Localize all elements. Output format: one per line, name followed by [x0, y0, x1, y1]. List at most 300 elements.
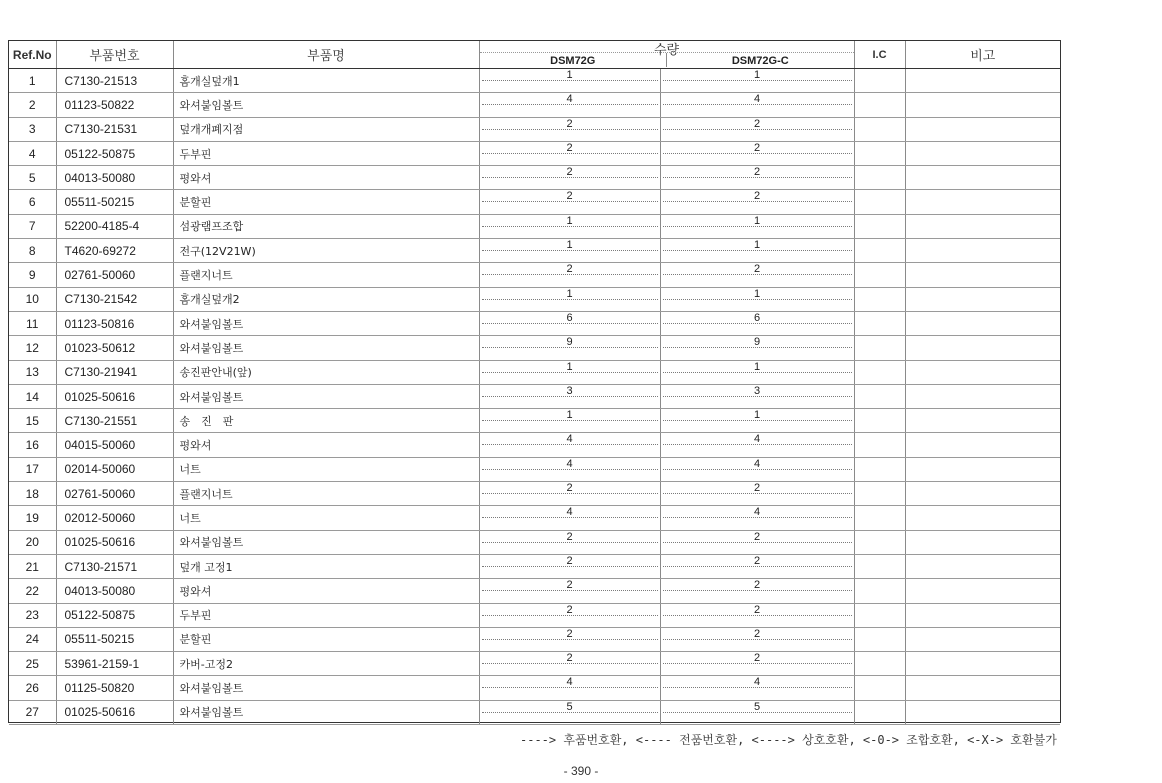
table-row — [9, 482, 1060, 506]
table-row — [9, 627, 1060, 651]
quantity-value: 1 — [753, 239, 761, 252]
quantity-value: 2 — [566, 530, 573, 543]
qty-dsm72g-c-cell — [660, 676, 854, 700]
quantity-value: 1 — [753, 287, 761, 300]
part-name-cell: 평와셔 — [173, 433, 479, 457]
remarks-cell — [905, 69, 1060, 93]
part-number-cell: 04015-50060 — [56, 433, 173, 457]
quantity-value: 1 — [753, 409, 761, 422]
part-name-cell: 홈개실덮개2 — [173, 287, 479, 311]
part-name-cell: 분할핀 — [173, 190, 479, 214]
ic-cell — [854, 652, 905, 676]
qty-dsm72g-c-cell — [660, 69, 854, 93]
quantity-value: 2 — [566, 579, 573, 592]
part-name-cell: 홈개실덮개1 — [173, 69, 479, 93]
table-row — [9, 603, 1060, 627]
dotted-guide-line — [482, 153, 658, 154]
remarks-cell — [905, 433, 1060, 457]
ref-no-cell: 17 — [9, 457, 56, 481]
quantity-value: 2 — [753, 554, 761, 567]
ref-no-cell: 15 — [9, 409, 56, 433]
part-number-cell: 02761-50060 — [56, 263, 173, 287]
dotted-guide-line — [482, 493, 658, 494]
dotted-guide-line — [482, 129, 658, 130]
remarks-cell — [905, 166, 1060, 190]
table-row — [9, 141, 1060, 165]
part-number-cell: C7130-21941 — [56, 360, 173, 384]
table-row — [9, 409, 1060, 433]
part-name-cell: 두부핀 — [173, 603, 479, 627]
qty-dsm72g-cell — [479, 482, 660, 506]
qty-dsm72g-c-cell — [660, 530, 854, 554]
header-quantity-label: 수량 — [653, 43, 680, 58]
header-part-number: 부품번호 — [56, 41, 173, 69]
qty-dsm72g-cell — [479, 117, 660, 141]
ic-cell — [854, 482, 905, 506]
quantity-value: 2 — [566, 627, 573, 640]
quantity-value: 4 — [753, 433, 761, 446]
table-row — [9, 93, 1060, 117]
quantity-value: 2 — [566, 166, 573, 179]
dotted-guide-line — [482, 201, 658, 202]
remarks-cell — [905, 627, 1060, 651]
dotted-guide-line — [482, 274, 658, 275]
quantity-value: 2 — [753, 579, 761, 592]
qty-dsm72g-cell — [479, 603, 660, 627]
table-row — [9, 190, 1060, 214]
header-quantity — [479, 41, 854, 69]
remarks-cell — [905, 117, 1060, 141]
quantity-value: 4 — [566, 433, 573, 446]
remarks-cell — [905, 506, 1060, 530]
qty-dsm72g-cell — [479, 311, 660, 335]
quantity-value: 4 — [566, 506, 573, 519]
quantity-value: 1 — [566, 409, 573, 422]
table-row — [9, 652, 1060, 676]
quantity-value: 2 — [566, 263, 573, 276]
dotted-guide-line — [663, 590, 852, 591]
part-number-cell: 02012-50060 — [56, 506, 173, 530]
dotted-guide-line — [663, 129, 852, 130]
part-number-cell: 02014-50060 — [56, 457, 173, 481]
remarks-cell — [905, 482, 1060, 506]
remarks-cell — [905, 190, 1060, 214]
qty-dsm72g-c-cell — [660, 482, 854, 506]
table-row — [9, 263, 1060, 287]
dotted-guide-line — [663, 420, 852, 421]
dotted-guide-line — [482, 347, 658, 348]
qty-dsm72g-c-cell — [660, 311, 854, 335]
qty-dsm72g-cell — [479, 93, 660, 117]
table-row — [9, 554, 1060, 578]
table-row — [9, 506, 1060, 530]
part-number-cell: 05511-50215 — [56, 627, 173, 651]
ref-no-cell: 19 — [9, 506, 56, 530]
dotted-guide-line — [482, 226, 658, 227]
quantity-value: 2 — [753, 141, 761, 154]
part-number-cell: 01025-50616 — [56, 384, 173, 408]
dotted-guide-line — [482, 80, 658, 81]
part-name-cell: 와셔붙임볼트 — [173, 384, 479, 408]
part-name-cell: 와셔붙임볼트 — [173, 676, 479, 700]
dotted-guide-line — [663, 104, 852, 105]
remarks-cell — [905, 457, 1060, 481]
qty-dsm72g-c-cell — [660, 190, 854, 214]
table-row — [9, 214, 1060, 238]
dotted-guide-line — [482, 104, 658, 105]
ic-cell — [854, 69, 905, 93]
quantity-value: 4 — [566, 676, 573, 689]
part-number-cell: 01125-50820 — [56, 676, 173, 700]
ic-cell — [854, 239, 905, 263]
header-model-dsm72g: DSM72G — [550, 55, 596, 67]
quantity-value: 2 — [753, 117, 761, 130]
ic-cell — [854, 554, 905, 578]
quantity-value: 3 — [566, 384, 573, 397]
part-number-cell: 05122-50875 — [56, 141, 173, 165]
qty-dsm72g-cell — [479, 287, 660, 311]
remarks-cell — [905, 360, 1060, 384]
table-row — [9, 579, 1060, 603]
table-row — [9, 360, 1060, 384]
dotted-guide-line — [482, 566, 658, 567]
qty-dsm72g-c-cell — [660, 627, 854, 651]
quantity-value: 5 — [753, 700, 761, 713]
part-number-cell: 53961-2159-1 — [56, 652, 173, 676]
qty-dsm72g-c-cell — [660, 93, 854, 117]
quantity-value: 1 — [566, 287, 573, 300]
ref-no-cell: 20 — [9, 530, 56, 554]
part-name-cell: 송진판안내(앞) — [173, 360, 479, 384]
part-number-cell: C7130-21551 — [56, 409, 173, 433]
header-part-name: 부품명 — [173, 41, 479, 69]
table-row — [9, 117, 1060, 141]
part-name-cell: 플랜지너트 — [173, 263, 479, 287]
header-ic: I.C — [854, 41, 905, 69]
ic-cell — [854, 336, 905, 360]
part-number-cell: 02761-50060 — [56, 482, 173, 506]
ref-no-cell: 1 — [9, 69, 56, 93]
remarks-cell — [905, 554, 1060, 578]
quantity-value: 2 — [566, 652, 573, 665]
qty-dsm72g-cell — [479, 69, 660, 93]
qty-dsm72g-cell — [479, 506, 660, 530]
dotted-guide-line — [663, 663, 852, 664]
header-ref-no: Ref.No — [9, 41, 56, 69]
header-remarks: 비고 — [905, 41, 1060, 69]
dotted-guide-line — [663, 712, 852, 713]
part-number-cell: 05122-50875 — [56, 603, 173, 627]
quantity-value: 2 — [566, 482, 573, 495]
ref-no-cell: 2 — [9, 93, 56, 117]
quantity-value: 2 — [753, 482, 761, 495]
part-number-cell: C7130-21531 — [56, 117, 173, 141]
dotted-guide-line — [663, 372, 852, 373]
header-quantity-models — [480, 52, 854, 67]
remarks-cell — [905, 384, 1060, 408]
qty-dsm72g-c-cell — [660, 239, 854, 263]
quantity-value: 2 — [753, 190, 761, 203]
part-number-cell: 01023-50612 — [56, 336, 173, 360]
part-number-cell: T4620-69272 — [56, 239, 173, 263]
quantity-value: 2 — [566, 141, 573, 154]
quantity-value: 2 — [566, 190, 573, 203]
dotted-guide-line — [482, 517, 658, 518]
quantity-value: 2 — [566, 603, 573, 616]
qty-dsm72g-cell — [479, 433, 660, 457]
dotted-guide-line — [482, 250, 658, 251]
qty-dsm72g-cell — [479, 141, 660, 165]
table-row — [9, 384, 1060, 408]
remarks-cell — [905, 603, 1060, 627]
part-number-cell: C7130-21513 — [56, 69, 173, 93]
ic-cell — [854, 117, 905, 141]
remarks-cell — [905, 263, 1060, 287]
dotted-guide-line — [663, 517, 852, 518]
dotted-guide-line — [663, 542, 852, 543]
table-row — [9, 433, 1060, 457]
dotted-guide-line — [482, 590, 658, 591]
quantity-value: 1 — [753, 214, 761, 227]
part-name-cell: 분할핀 — [173, 627, 479, 651]
part-name-cell: 전구(12V21W) — [173, 239, 479, 263]
remarks-cell — [905, 311, 1060, 335]
table-row — [9, 457, 1060, 481]
ic-cell — [854, 433, 905, 457]
ic-cell — [854, 214, 905, 238]
qty-dsm72g-c-cell — [660, 603, 854, 627]
header-model-dsm72g-c: DSM72G-C — [666, 53, 854, 67]
ref-no-cell: 14 — [9, 384, 56, 408]
dotted-guide-line — [663, 615, 852, 616]
qty-dsm72g-cell — [479, 409, 660, 433]
dotted-guide-line — [663, 347, 852, 348]
ic-cell — [854, 457, 905, 481]
quantity-value: 2 — [753, 530, 761, 543]
table-row — [9, 311, 1060, 335]
quantity-value: 6 — [753, 311, 761, 324]
quantity-value: 1 — [566, 360, 573, 373]
table-header-row — [9, 41, 1060, 69]
ic-cell — [854, 93, 905, 117]
part-number-cell: 05511-50215 — [56, 190, 173, 214]
part-number-cell: 04013-50080 — [56, 579, 173, 603]
dotted-guide-line — [663, 80, 852, 81]
dotted-guide-line — [482, 372, 658, 373]
part-number-cell: 01123-50822 — [56, 93, 173, 117]
dotted-guide-line — [663, 177, 852, 178]
ref-no-cell: 8 — [9, 239, 56, 263]
remarks-cell — [905, 409, 1060, 433]
remarks-cell — [905, 530, 1060, 554]
dotted-guide-line — [482, 396, 658, 397]
quantity-value: 1 — [566, 239, 573, 252]
ref-no-cell: 10 — [9, 287, 56, 311]
table-row — [9, 166, 1060, 190]
ic-cell — [854, 530, 905, 554]
qty-dsm72g-c-cell — [660, 287, 854, 311]
dotted-guide-line — [663, 299, 852, 300]
ic-cell — [854, 360, 905, 384]
qty-dsm72g-cell — [479, 530, 660, 554]
quantity-value: 2 — [566, 117, 573, 130]
part-name-cell: 카버-고정2 — [173, 652, 479, 676]
dotted-guide-line — [482, 687, 658, 688]
qty-dsm72g-cell — [479, 627, 660, 651]
ref-no-cell: 16 — [9, 433, 56, 457]
quantity-value: 3 — [753, 384, 761, 397]
dotted-guide-line — [482, 420, 658, 421]
table-row — [9, 336, 1060, 360]
ref-no-cell: 24 — [9, 627, 56, 651]
qty-dsm72g-c-cell — [660, 141, 854, 165]
qty-dsm72g-c-cell — [660, 117, 854, 141]
interchangeability-legend: ----> 후품번호환, <---- 전품번호환, <----> 상호호환, <-0-> 조합호환, <-X-> 호환불가 — [520, 733, 1057, 747]
qty-dsm72g-cell — [479, 263, 660, 287]
quantity-value: 1 — [753, 360, 761, 373]
table-row — [9, 530, 1060, 554]
ref-no-cell: 26 — [9, 676, 56, 700]
qty-dsm72g-c-cell — [660, 554, 854, 578]
qty-dsm72g-cell — [479, 554, 660, 578]
dotted-guide-line — [663, 469, 852, 470]
remarks-cell — [905, 141, 1060, 165]
page-number: - 390 - — [563, 764, 599, 778]
parts-list-table — [9, 41, 1060, 725]
quantity-value: 2 — [753, 652, 761, 665]
qty-dsm72g-c-cell — [660, 700, 854, 724]
ic-cell — [854, 627, 905, 651]
dotted-guide-line — [663, 250, 852, 251]
dotted-guide-line — [663, 687, 852, 688]
quantity-value: 1 — [566, 214, 573, 227]
ref-no-cell: 7 — [9, 214, 56, 238]
ref-no-cell: 23 — [9, 603, 56, 627]
dotted-guide-line — [482, 299, 658, 300]
part-number-cell: 01025-50616 — [56, 530, 173, 554]
ic-cell — [854, 263, 905, 287]
part-name-cell: 와셔붙임볼트 — [173, 336, 479, 360]
quantity-value: 1 — [566, 69, 573, 81]
part-name-cell: 와셔붙임볼트 — [173, 311, 479, 335]
ic-cell — [854, 603, 905, 627]
part-name-cell: 너트 — [173, 506, 479, 530]
ref-no-cell: 21 — [9, 554, 56, 578]
quantity-value: 4 — [566, 457, 573, 470]
quantity-value: 4 — [753, 457, 761, 470]
quantity-value: 2 — [753, 627, 761, 640]
dotted-guide-line — [482, 615, 658, 616]
ic-cell — [854, 141, 905, 165]
quantity-value: 4 — [753, 676, 761, 689]
qty-dsm72g-c-cell — [660, 384, 854, 408]
qty-dsm72g-c-cell — [660, 166, 854, 190]
quantity-value: 9 — [753, 336, 761, 349]
part-name-cell: 평와셔 — [173, 166, 479, 190]
ref-no-cell: 22 — [9, 579, 56, 603]
ic-cell — [854, 409, 905, 433]
part-number-cell: 01123-50816 — [56, 311, 173, 335]
ref-no-cell: 13 — [9, 360, 56, 384]
ic-cell — [854, 384, 905, 408]
part-name-cell: 와셔붙임볼트 — [173, 530, 479, 554]
ref-no-cell: 3 — [9, 117, 56, 141]
dotted-guide-line — [482, 663, 658, 664]
part-name-cell: 덮개개폐지점 — [173, 117, 479, 141]
qty-dsm72g-c-cell — [660, 263, 854, 287]
dotted-guide-line — [663, 396, 852, 397]
ref-no-cell: 5 — [9, 166, 56, 190]
qty-dsm72g-cell — [479, 214, 660, 238]
remarks-cell — [905, 652, 1060, 676]
dotted-guide-line — [663, 323, 852, 324]
dotted-guide-line — [663, 153, 852, 154]
dotted-guide-line — [482, 639, 658, 640]
dotted-guide-line — [482, 444, 658, 445]
ic-cell — [854, 311, 905, 335]
table-row — [9, 700, 1060, 724]
ic-cell — [854, 190, 905, 214]
ref-no-cell: 6 — [9, 190, 56, 214]
qty-dsm72g-c-cell — [660, 506, 854, 530]
quantity-value: 4 — [753, 93, 761, 106]
quantity-value: 2 — [753, 603, 761, 616]
dotted-guide-line — [663, 566, 852, 567]
ic-cell — [854, 506, 905, 530]
qty-dsm72g-cell — [479, 457, 660, 481]
remarks-cell — [905, 700, 1060, 724]
qty-dsm72g-cell — [479, 676, 660, 700]
qty-dsm72g-cell — [479, 579, 660, 603]
part-number-cell: 04013-50080 — [56, 166, 173, 190]
table-row — [9, 287, 1060, 311]
remarks-cell — [905, 239, 1060, 263]
qty-dsm72g-c-cell — [660, 433, 854, 457]
part-number-cell: 52200-4185-4 — [56, 214, 173, 238]
qty-dsm72g-c-cell — [660, 336, 854, 360]
remarks-cell — [905, 93, 1060, 117]
remarks-cell — [905, 336, 1060, 360]
part-name-cell: 송 진 판 — [173, 409, 479, 433]
table-row — [9, 239, 1060, 263]
remarks-cell — [905, 579, 1060, 603]
ref-no-cell: 27 — [9, 700, 56, 724]
quantity-value: 5 — [566, 700, 573, 713]
part-name-cell: 두부핀 — [173, 141, 479, 165]
dotted-guide-line — [663, 444, 852, 445]
quantity-value: 1 — [753, 69, 761, 81]
remarks-cell — [905, 287, 1060, 311]
ic-cell — [854, 287, 905, 311]
dotted-guide-line — [482, 323, 658, 324]
quantity-value: 4 — [566, 93, 573, 106]
part-name-cell: 와셔붙임볼트 — [173, 93, 479, 117]
ref-no-cell: 4 — [9, 141, 56, 165]
qty-dsm72g-c-cell — [660, 652, 854, 676]
qty-dsm72g-c-cell — [660, 457, 854, 481]
ic-cell — [854, 166, 905, 190]
quantity-value: 2 — [753, 263, 761, 276]
quantity-value: 9 — [566, 336, 573, 349]
qty-dsm72g-c-cell — [660, 409, 854, 433]
table-row — [9, 69, 1060, 93]
qty-dsm72g-cell — [479, 652, 660, 676]
qty-dsm72g-cell — [479, 190, 660, 214]
dotted-guide-line — [663, 226, 852, 227]
part-name-cell: 플랜지너트 — [173, 482, 479, 506]
remarks-cell — [905, 676, 1060, 700]
part-name-cell: 덮개 고정1 — [173, 554, 479, 578]
